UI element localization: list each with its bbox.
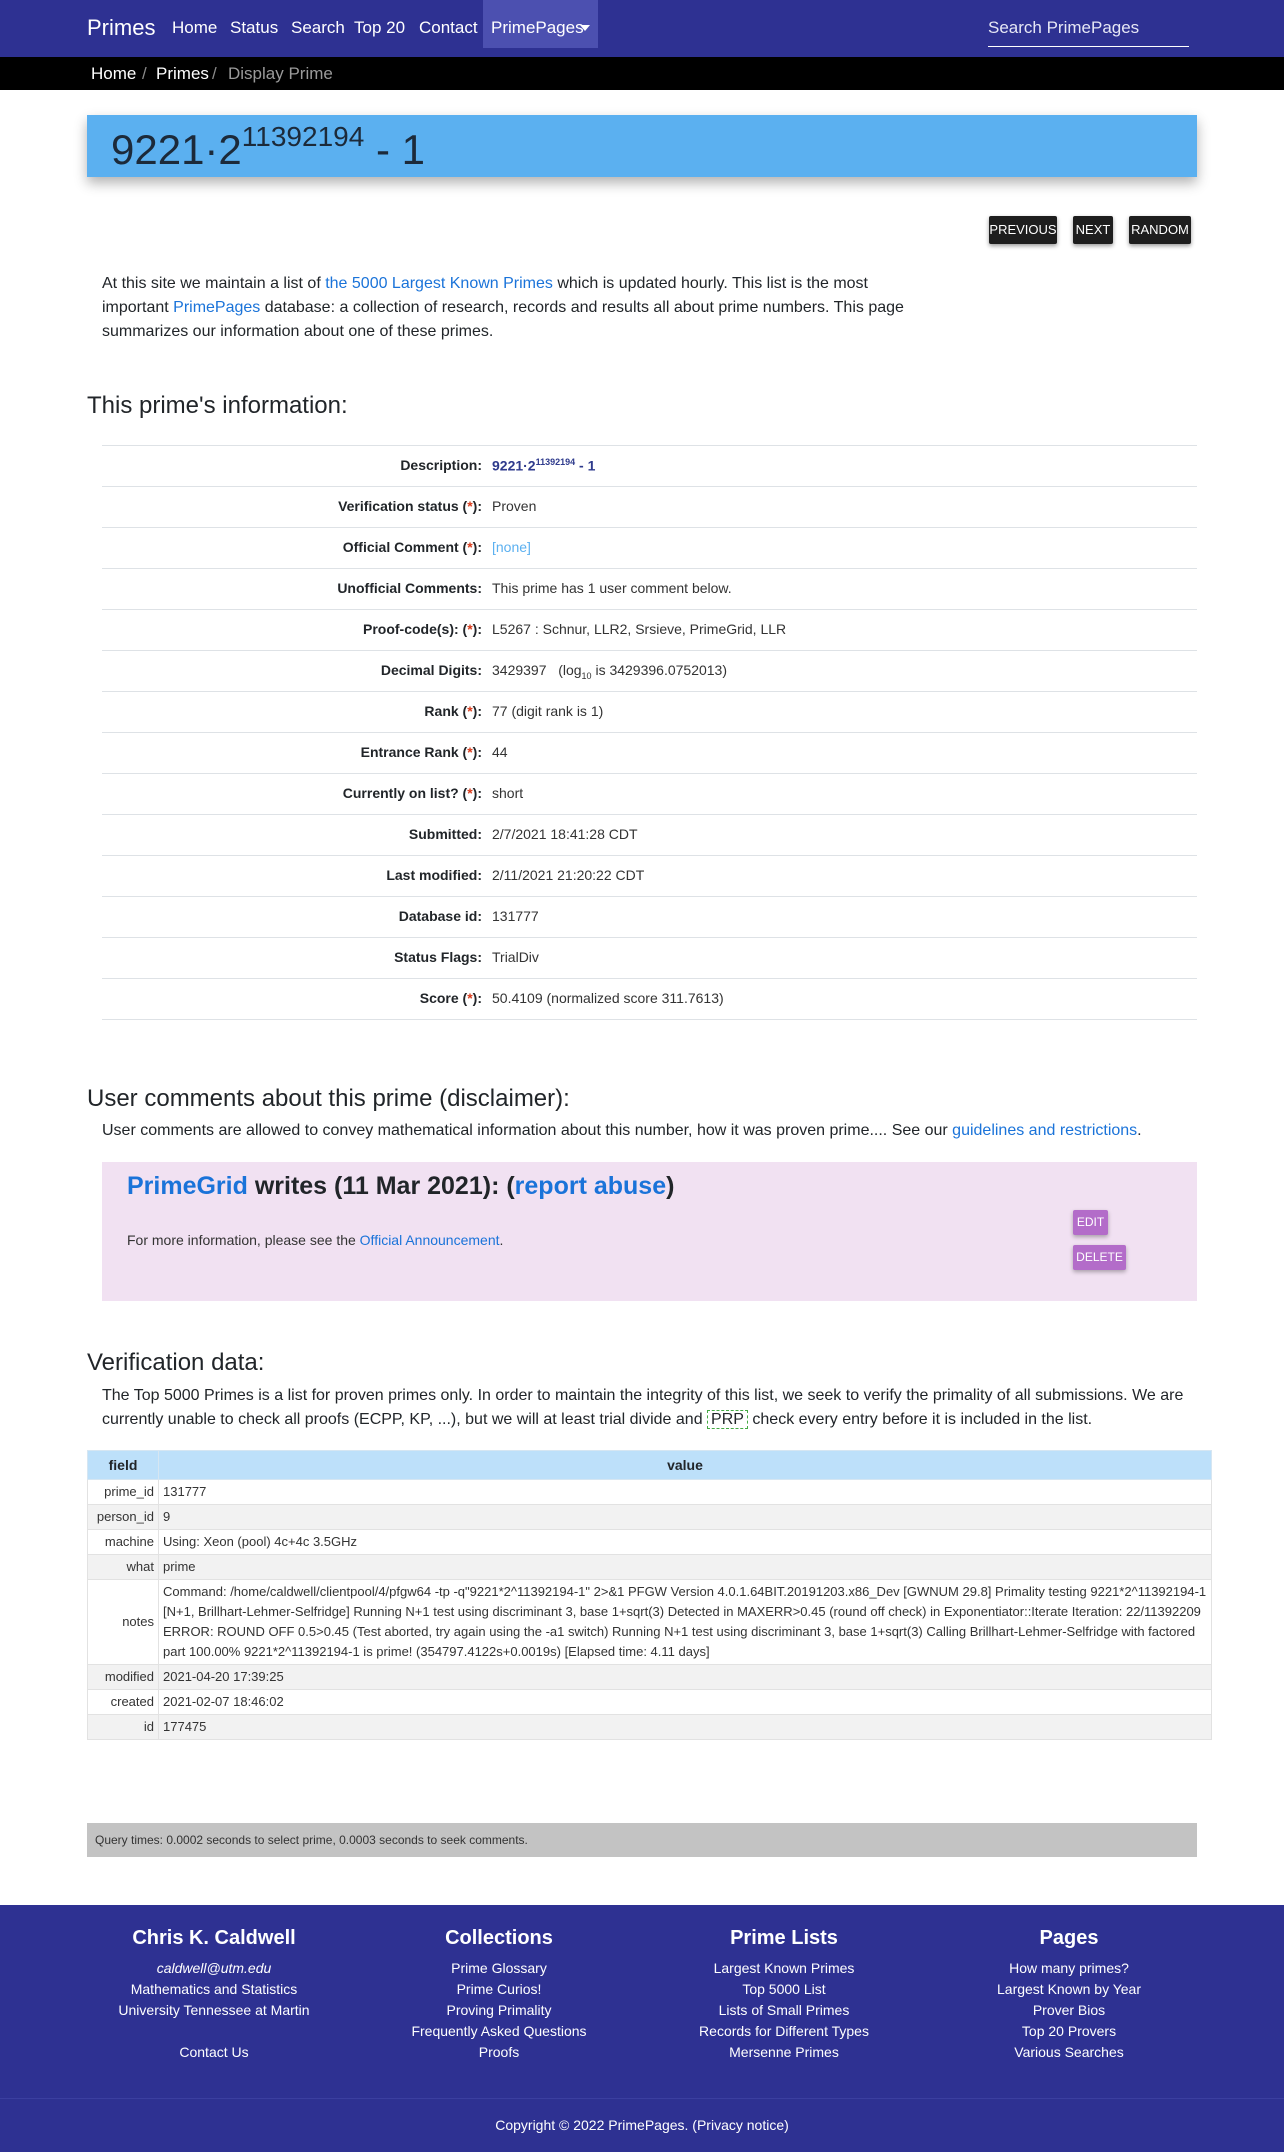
nav-home[interactable]: Home: [172, 18, 218, 37]
label-text: ):: [472, 539, 482, 555]
info-label: [361, 744, 482, 760]
value-cell: 131777: [159, 1480, 1212, 1505]
info-row-entrance-rank: [102, 732, 1197, 773]
log-text: (log: [558, 662, 582, 678]
comment-body: [127, 1232, 503, 1248]
comment-header-text: ): [666, 1172, 675, 1200]
breadcrumb-separator: /: [142, 64, 147, 83]
description-exponent: 11392194: [535, 457, 576, 467]
footer-link[interactable]: Frequently Asked Questions: [411, 2023, 587, 2039]
guidelines-link[interactable]: guidelines and restrictions: [952, 1122, 1138, 1139]
nav-status[interactable]: Status: [230, 18, 279, 37]
info-row-database-id: [102, 896, 1197, 937]
info-row-official-comment: [102, 527, 1197, 568]
official-announcement-link[interactable]: Official Announcement: [359, 1232, 500, 1248]
comment-body-text: For more information, please see the: [127, 1232, 360, 1248]
footer-link[interactable]: Largest Known Primes: [713, 1960, 855, 1976]
report-abuse-link[interactable]: report abuse: [514, 1172, 667, 1200]
info-row-status-flags: [102, 937, 1197, 978]
heading-text: ):: [555, 1085, 570, 1112]
title-tail: - 1: [364, 126, 425, 173]
footer-link[interactable]: Proving Primality: [446, 2002, 552, 2018]
info-label: Decimal Digits:: [380, 662, 482, 678]
footer-heading: Collections: [445, 1927, 553, 1949]
field-cell: person_id: [88, 1505, 159, 1530]
info-row-decimal-digits: [102, 650, 1197, 691]
label-text: Official Comment (: [342, 539, 468, 555]
info-label: [338, 498, 482, 514]
footer-text: Mathematics and Statistics: [130, 1981, 298, 1997]
info-label: Unofficial Comments:: [337, 580, 482, 596]
help-asterisk-link[interactable]: *: [467, 990, 473, 1006]
footer-contact-link[interactable]: Contact Us: [179, 2044, 249, 2060]
info-label: Submitted:: [408, 826, 482, 842]
info-label: [424, 703, 482, 719]
info-value: 44: [492, 744, 508, 760]
user-comment: [102, 1162, 1197, 1301]
verification-table: [87, 1450, 1212, 1740]
footer-link[interactable]: Mersenne Primes: [729, 2044, 839, 2060]
info-row-description: [102, 445, 1197, 486]
search-input[interactable]: [988, 10, 1189, 47]
info-value: 2/7/2021 18:41:28 CDT: [492, 826, 638, 842]
info-label: [363, 621, 482, 637]
description-tail: - 1: [575, 457, 596, 474]
field-cell: notes: [88, 1580, 159, 1665]
field-cell: what: [88, 1555, 159, 1580]
label-text: ):: [472, 744, 482, 760]
comments-intro-text: User comments are allowed to convey mathematical information about this number, how it was proven prime.... See our: [102, 1122, 953, 1139]
footer-spacer: [74, 2021, 354, 2042]
info-value: short: [492, 785, 524, 801]
help-asterisk-link[interactable]: *: [467, 744, 473, 760]
value-cell: 177475: [159, 1715, 1212, 1740]
footer-link[interactable]: Lists of Small Primes: [718, 2002, 850, 2018]
info-label: [420, 990, 482, 1006]
delete-button[interactable]: DELETE: [1073, 1245, 1126, 1270]
comment-header: [127, 1172, 674, 1201]
disclaimer-link[interactable]: disclaimer: [447, 1085, 556, 1112]
info-row-proof-codes: [102, 609, 1197, 650]
log-text: is 3429396.0752013): [591, 662, 728, 678]
footer-heading: Chris K. Caldwell: [132, 1927, 296, 1949]
intro-text: which is updated hourly. This list is the most important: [102, 275, 868, 316]
info-value: 77 (digit rank is 1): [492, 703, 604, 719]
footer-link[interactable]: Prime Curios!: [456, 1981, 542, 1997]
verification-paragraph: [102, 1384, 1197, 1432]
breadcrumb: [0, 57, 1284, 90]
breadcrumb-primes[interactable]: Primes: [156, 64, 209, 83]
query-times-bar: [87, 1823, 1197, 1857]
digits-value: 3429397: [492, 662, 547, 678]
prp-link[interactable]: PRP: [707, 1410, 748, 1429]
footer: [0, 1905, 1284, 2098]
info-row-score: [102, 978, 1197, 1020]
label-text: ):: [472, 498, 482, 514]
table-row: [88, 1555, 1212, 1580]
info-value: L5267 : Schnur, LLR2, Srsieve, PrimeGrid, LLR: [492, 621, 787, 637]
info-value: 2/11/2021 21:20:22 CDT: [492, 867, 645, 883]
footer-link[interactable]: Prime Glossary: [451, 1960, 547, 1976]
info-label: Description:: [400, 457, 482, 473]
intro-text: database: a collection of research, records and results all about prime numbers. This page summarizes our information about one of these primes.: [102, 299, 904, 340]
label-text: ):: [472, 621, 482, 637]
footer-link[interactable]: Largest Known by Year: [997, 1981, 1141, 1997]
footer-text: University Tennessee at Martin: [118, 2002, 310, 2018]
footer-link[interactable]: Various Searches: [1014, 2044, 1124, 2060]
label-text: Entrance Rank (: [360, 744, 468, 760]
help-asterisk-link[interactable]: *: [467, 539, 473, 555]
breadcrumb-home[interactable]: Home: [91, 64, 137, 83]
heading-text: User comments about this prime (: [87, 1085, 448, 1112]
info-value: [none]: [492, 539, 531, 555]
prime-info-table: [102, 445, 1197, 1020]
value-cell: 2021-04-20 17:39:25: [159, 1665, 1212, 1690]
table-row: [88, 1715, 1212, 1740]
info-row-submitted: [102, 814, 1197, 855]
footer-link[interactable]: Top 20 Provers: [1021, 2023, 1117, 2039]
verification-text: The Top 5000 Primes is a list for proven primes only. In order to maintain the integrity of this list, we seek to verify the primality of all submissions. We are currently unable to check all proofs (ECPP, KP, ...), but we will at least trial divide and: [102, 1387, 1184, 1428]
label-text: Score (: [419, 990, 468, 1006]
footer-heading: Prime Lists: [730, 1927, 838, 1949]
footer-col-collections: [359, 1927, 639, 2063]
caret-down-icon: [580, 25, 590, 31]
info-value: TrialDiv: [492, 949, 539, 965]
description-base: 9221·2: [492, 457, 536, 474]
top-navbar: [0, 0, 1284, 57]
footer-link[interactable]: Top 5000 List: [742, 1981, 826, 1997]
field-cell: machine: [88, 1530, 159, 1555]
footer-link[interactable]: Prover Bios: [1032, 2002, 1106, 2018]
comment-body-text: .: [499, 1232, 504, 1248]
comments-intro-text: .: [1137, 1122, 1142, 1139]
footer-col-author: [74, 1927, 354, 2063]
primepages-dropdown[interactable]: [483, 0, 598, 48]
label-text: ):: [472, 703, 482, 719]
field-cell: created: [88, 1690, 159, 1715]
table-row: [88, 1505, 1212, 1530]
value-cell: prime: [159, 1555, 1212, 1580]
help-asterisk-link[interactable]: *: [467, 785, 473, 801]
info-row-verification: [102, 486, 1197, 527]
prime-title-box: [87, 115, 1197, 177]
label-text: Currently on list? (: [342, 785, 468, 801]
comments-intro: [102, 1122, 1142, 1140]
nav-contact[interactable]: Contact: [419, 18, 478, 37]
brand-link[interactable]: Primes: [87, 15, 156, 40]
info-label: [343, 539, 482, 555]
edit-button[interactable]: EDIT: [1073, 1210, 1108, 1235]
previous-button[interactable]: PREVIOUS: [989, 216, 1057, 244]
info-value: This prime has 1 user comment below.: [492, 580, 732, 596]
info-value: 50.4109 (normalized score 311.7613): [492, 990, 724, 1006]
table-row: [88, 1530, 1212, 1555]
verification-text: check every entry before it is included in the list.: [747, 1411, 1093, 1428]
field-cell: prime_id: [88, 1480, 159, 1505]
table-row: [88, 1580, 1212, 1665]
log-base: 10: [581, 670, 592, 681]
footer-link[interactable]: Proofs: [478, 2044, 520, 2060]
column-header-value: value: [159, 1451, 1212, 1480]
column-header-field: field: [88, 1451, 159, 1480]
value-cell: 9: [159, 1505, 1212, 1530]
label-text: ):: [472, 785, 482, 801]
info-heading: This prime's information:: [87, 392, 348, 419]
footer-col-prime-lists: [644, 1927, 924, 2063]
field-cell: id: [88, 1715, 159, 1740]
info-label: [343, 785, 482, 801]
info-label: Database id:: [398, 908, 482, 924]
label-text: Verification status (: [338, 498, 468, 514]
title-base: 9221·2: [111, 126, 242, 173]
next-button[interactable]: NEXT: [1073, 216, 1113, 244]
table-row: [88, 1480, 1212, 1505]
nav-top20[interactable]: Top 20: [354, 18, 406, 37]
value-cell: Command: /home/caldwell/clientpool/4/pfgw64 -tp -q"9221*2^11392194-1" 2>&1 PFGW Version 4.0.1.64BIT.20191203.x86_Dev [GWNUM 29.8] Primality testing 9221*2^11392194-1 [N+1, Brillhart-Lehmer-Selfridge] Running N+1 test using discriminant 3, base 1+sqrt(3) Detected in MAXERR>0.45 (round off check) in Exponentiator::Iterate Iteration: 22/11392209 ERROR: ROUND OFF 0.5>0.45 (Test aborted, try again using the -a1 switch) Running N+1 test using discriminant 3, base 1+sqrt(3) Calling Brillhart-Lehmer-Selfridge with factored part 100.00% 9221*2^11392194-1 is prime! (354797.4122s+0.0019s) [Elapsed time: 4.11 days]: [159, 1580, 1212, 1665]
largest-primes-link[interactable]: the 5000 Largest Known Primes: [325, 275, 553, 292]
table-row: [88, 1665, 1212, 1690]
info-row-on-list: [102, 773, 1197, 814]
breadcrumb-current: Display Prime: [228, 64, 333, 83]
query-times-text: Query times: 0.0002 seconds to select prime, 0.0003 seconds to seek comments.: [95, 1833, 528, 1847]
info-value: [492, 662, 727, 681]
help-asterisk-link[interactable]: *: [467, 703, 473, 719]
footer-email[interactable]: caldwell@utm.edu: [156, 1960, 272, 1976]
comment-date: writes (11 Mar 2021): (: [247, 1172, 515, 1200]
copyright-text: Copyright © 2022 PrimePages. (Privacy notice): [495, 2117, 789, 2133]
info-value: Proven: [492, 498, 537, 514]
table-header-row: [88, 1451, 1212, 1480]
help-asterisk-link[interactable]: *: [467, 498, 473, 514]
verification-heading: Verification data:: [87, 1349, 265, 1376]
info-label: Last modified:: [386, 867, 482, 883]
primepages-dropdown-label: PrimePages: [491, 18, 584, 37]
copyright-bar: [0, 2098, 1284, 2152]
random-button[interactable]: RANDOM: [1129, 216, 1191, 244]
comments-heading: [87, 1085, 570, 1113]
help-asterisk-link[interactable]: *: [467, 621, 473, 637]
title-exponent: 11392194: [241, 121, 365, 152]
info-value: 131777: [492, 908, 539, 924]
intro-text: At this site we maintain a list of: [102, 275, 326, 292]
nav-search[interactable]: Search: [291, 18, 345, 37]
footer-link[interactable]: Records for Different Types: [699, 2023, 869, 2039]
footer-heading: Pages: [1039, 1927, 1099, 1949]
info-label: Status Flags:: [394, 949, 482, 965]
breadcrumb-separator: /: [212, 64, 217, 83]
value-cell: Using: Xeon (pool) 4c+4c 3.5GHz: [159, 1530, 1212, 1555]
label-text: Proof-code(s): (: [363, 621, 468, 637]
comment-author-link[interactable]: PrimeGrid: [127, 1172, 248, 1200]
description-link[interactable]: [492, 457, 595, 474]
info-row-last-modified: [102, 855, 1197, 896]
field-cell: modified: [88, 1665, 159, 1690]
table-row: [88, 1690, 1212, 1715]
footer-col-pages: [929, 1927, 1209, 2063]
info-row-unofficial-comments: [102, 568, 1197, 609]
footer-link[interactable]: How many primes?: [1009, 1960, 1129, 1976]
primepages-link[interactable]: PrimePages: [173, 299, 261, 316]
info-row-rank: [102, 691, 1197, 732]
label-text: Rank (: [424, 703, 468, 719]
value-cell: 2021-02-07 18:46:02: [159, 1690, 1212, 1715]
intro-paragraph: [102, 272, 922, 344]
label-text: ):: [472, 990, 482, 1006]
page-title: [111, 121, 425, 174]
